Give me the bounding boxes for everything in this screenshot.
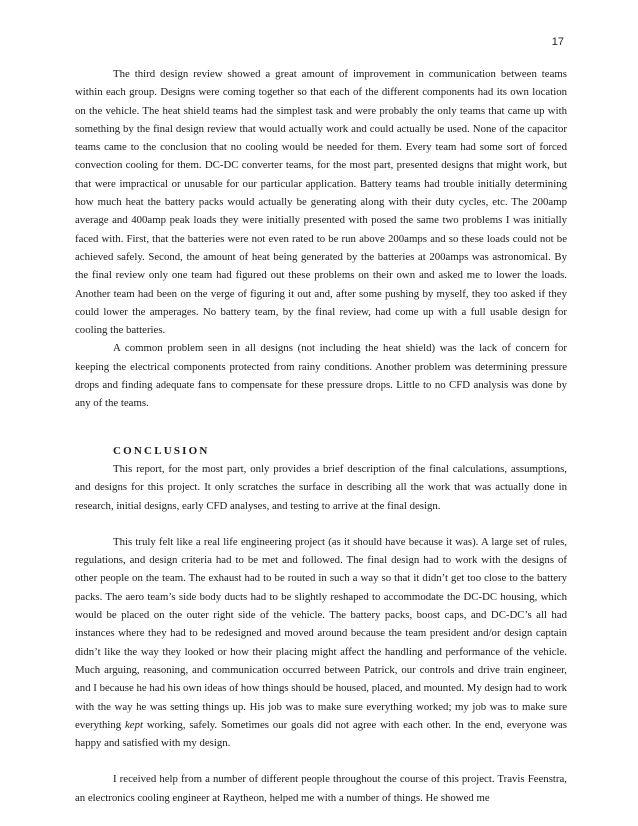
text-run: working, safely. Sometimes our goals did not agree with each other. In the end, everyone was happy and satisfied with my design. [75,718,568,750]
paragraph-conclusion-summary: This report, for the most part, only provides a brief description of the final calculations, assumptions, and designs for this project. It only scratches the surface in describing all the work that was actually done in research, initial designs, early CFD analyses, and testing to arrive at the final design. [75,462,567,512]
paragraph-spacer [75,515,567,533]
document-body [75,65,567,807]
paragraph-acknowledgements: I received help from a number of different people throughout the course of this project. Travis Feenstra, an electronics cooling engineer at Raytheon, helped me with a number of things. He showed me [75,773,567,804]
text-run: This truly felt like a real life engineering project (as it should have because it was). A large set of rules, regulations, and design criteria had to be met and followed. The final design had to work with the designs of other people on the team. The exhaust had to be routed in such a way so that it didn’t get too close to the battery packs. The aero team’s side body ducts had to be slightly reshaped to accommodate the DC-DC housing, which would be placed on the outer right side of the vehicle. The battery packs, boost caps, and DC-DC’s all had instances where they had to be redesigned and moved around because the team president and/or design captain didn’t like the way they looked or how their placing might affect the handling and performance of the vehicle. Much arguing, reasoning, and communication occurred between Patrick, our controls and drive train engineer, and I because he had his own ideas of how things should be housed, placed, and mounted. My design had to work with the way he was setting things up. His job was to make sure everything worked; my job was to make sure everything [75,535,567,731]
paragraph-conclusion-experience [75,533,567,753]
section-spacer [75,413,567,442]
paragraph-common-problem: A common problem seen in all designs (not including the heat shield) was the lack of concern for keeping the electrical components protected from rainy conditions. Another problem was determining pressure drops and finding adequate fans to compensate for these pressure drops. Little to no CFD analysis was done by any of the teams. [75,342,567,410]
paragraph-design-review: The third design review showed a great amount of improvement in communication between teams within each group. Designs were coming together so that each of the different components had its own location on the vehicle. The heat shield teams had the simplest task and were probably the only teams that came up with something by the final design review that would actually work and could actually be used. None of the capacitor teams came to the conclusion that no cooling would be needed for them. Every team had some sort of forced convection cooling for them. DC-DC converter teams, for the most part, presented designs that might work, but that were impractical or unusable for our particular application. Battery teams had trouble initially determining how much heat the battery packs would actually be generating along with their duty cycles, etc. The 200amp average and 400amp peak loads they were initially presented with posed the same two problems I was initially faced with. First, that the batteries were not even rated to be run above 200amps and so these loads could not be achieved safely. Second, the amount of heat being generated by the batteries at 200amps was astronomical. By the final review only one team had figured out these problems on their own and asked me to lower the loads. Another team had been on the verge of figuring it out and, after some pushing by myself, they too asked if they could lower the amperages. No battery team, by the final review, had come up with a full usable design for cooling the batteries. [75,68,567,337]
emphasized-word: kept [125,718,143,731]
paragraph-spacer [75,752,567,770]
page-number: 17 [551,36,564,48]
section-heading-conclusion: CONCLUSION [113,444,210,457]
